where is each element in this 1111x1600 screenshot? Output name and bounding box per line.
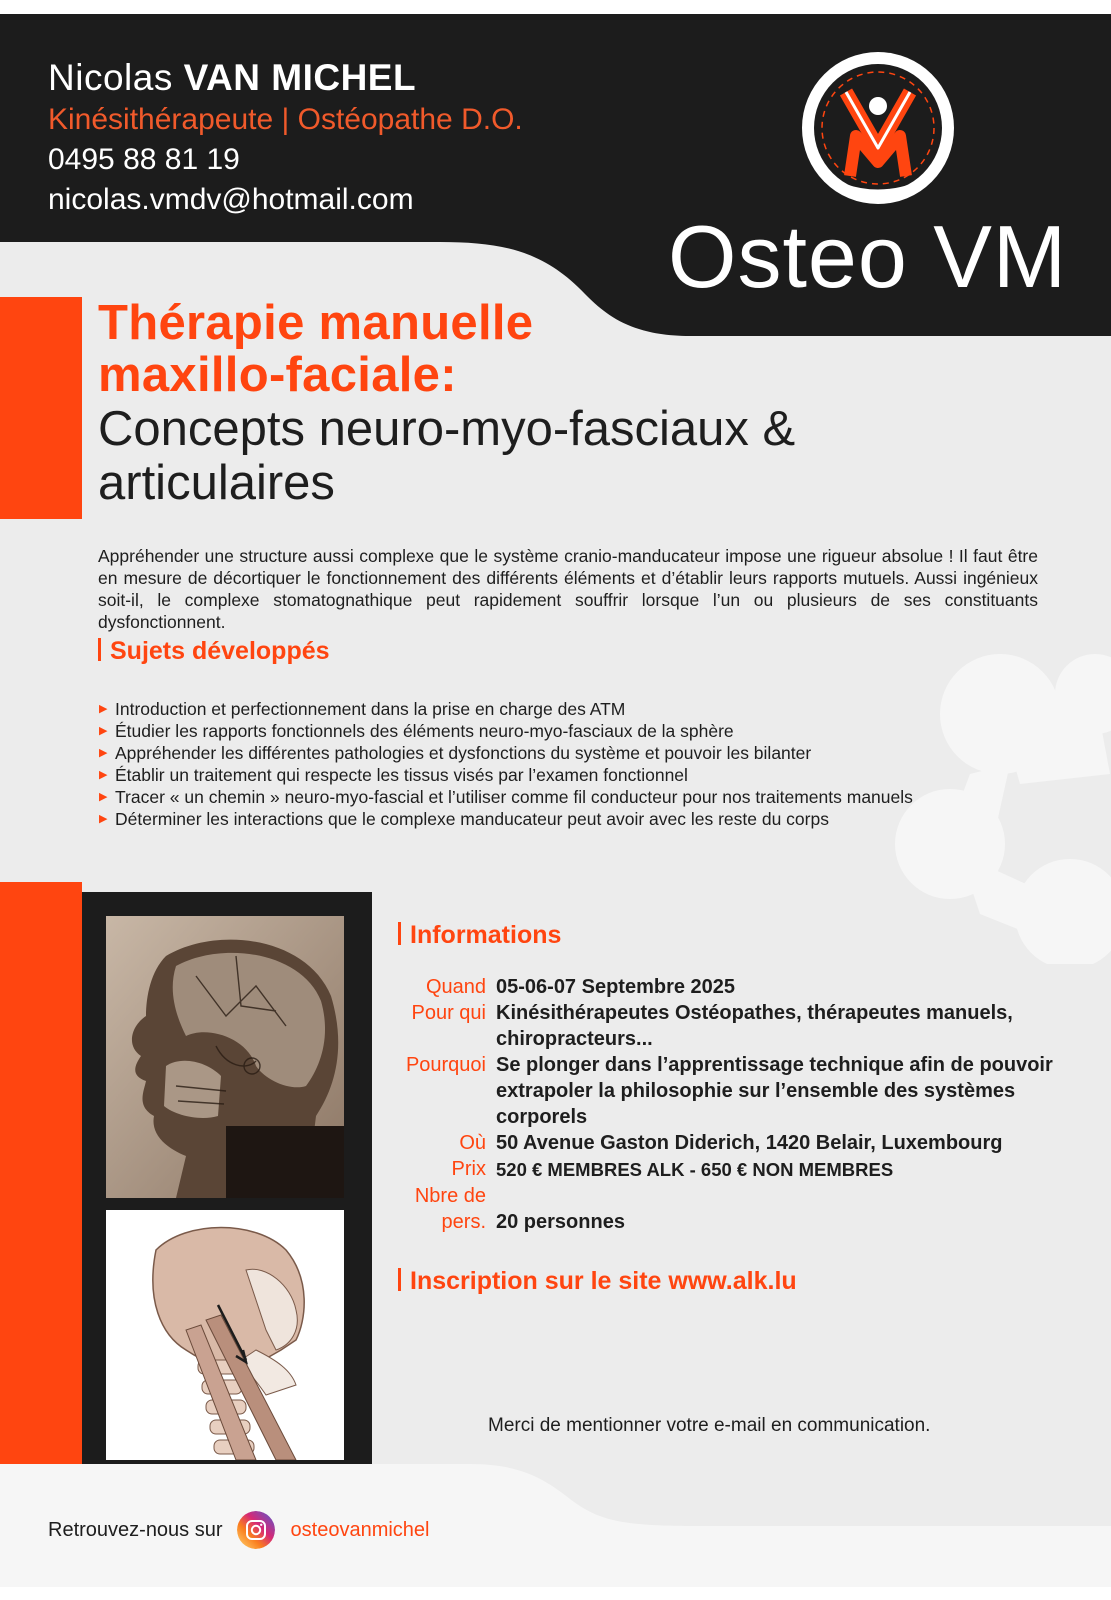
photo-panel xyxy=(82,892,372,1470)
title-line-2: maxillo-faciale: xyxy=(98,348,457,402)
osteo-vm-logo-icon xyxy=(798,48,958,208)
info-row-participants xyxy=(398,1183,1058,1235)
course-title xyxy=(98,297,1088,509)
email-address[interactable]: nicolas.vmdv@hotmail.com xyxy=(48,183,414,216)
info-value: 50 Avenue Gaston Diderich, 1420 Belair, Luxembourg xyxy=(496,1132,1003,1154)
subtitle-line-2: articulaires xyxy=(98,456,335,510)
info-label: Nbre de pers. xyxy=(414,1185,486,1233)
info-table xyxy=(398,974,1058,1235)
registration-heading[interactable]: Inscription sur le site www.alk.lu xyxy=(398,1266,797,1296)
info-row-where xyxy=(398,1130,1058,1156)
instagram-handle[interactable]: osteovanmichel xyxy=(290,1519,430,1541)
info-value: 20 personnes xyxy=(496,1211,625,1233)
info-row-when xyxy=(398,974,1058,1000)
contact-block xyxy=(48,56,523,220)
info-label: Pourquoi xyxy=(405,1054,486,1076)
phone-number[interactable]: 0495 88 81 19 xyxy=(48,143,240,176)
accent-bar-top xyxy=(0,297,82,519)
skull-overlay-photo xyxy=(106,916,344,1198)
subtitle-line-1: Concepts neuro-myo-fasciaux & xyxy=(98,402,796,456)
list-item: ▶ Déterminer les interactions que le complexe manducateur peut avoir avec les reste du corps xyxy=(99,809,829,829)
list-item: ▶ Étudier les rapports fonctionnels des éléments neuro-myo-fasciaux de la sphère xyxy=(99,721,734,741)
info-row-audience xyxy=(398,1000,1058,1052)
info-value: Kinésithérapeutes Ostéopathes, thérapeutes manuels, chiropracteurs... xyxy=(496,1002,1013,1050)
bullet-arrow-icon: ▶ xyxy=(99,725,108,737)
footer xyxy=(48,1511,430,1549)
info-row-price xyxy=(398,1156,1058,1183)
bullet-arrow-icon: ▶ xyxy=(99,769,108,781)
info-value: 520 € MEMBRES ALK - 650 € NON MEMBRES xyxy=(496,1159,894,1180)
footer-label: Retrouvez-nous sur xyxy=(48,1519,223,1541)
info-value: Se plonger dans l’apprentissage technique afin de pouvoir extrapoler la philosophie sur l’ensemble des systèmes corporels xyxy=(496,1054,1053,1128)
list-item: ▶ Tracer « un chemin » neuro-myo-fascial et l’utiliser comme fil conducteur pour nos traitements manuels xyxy=(99,787,913,807)
info-label: Quand xyxy=(425,976,486,998)
bullet-arrow-icon: ▶ xyxy=(99,747,108,759)
bullet-arrow-icon: ▶ xyxy=(99,703,108,715)
list-item: ▶ Introduction et perfectionnement dans la prise en charge des ATM xyxy=(99,699,626,719)
topics-list xyxy=(98,698,1038,830)
info-value: 05-06-07 Septembre 2025 xyxy=(496,976,736,998)
info-label: Pour qui xyxy=(411,1002,486,1024)
practitioner-role: Kinésithérapeute | Ostéopathe D.O. xyxy=(48,103,523,136)
info-row-why xyxy=(398,1052,1058,1130)
list-item: ▶ Appréhender les différentes pathologies et dysfonctions du système et pouvoir les bilanter xyxy=(99,743,812,763)
topics-heading: Sujets développés xyxy=(98,636,330,666)
list-item: ▶ Établir un traitement qui respecte les tissus visés par l’examen fonctionnel xyxy=(99,765,688,785)
bullet-arrow-icon: ▶ xyxy=(99,813,108,825)
neck-muscle-illustration xyxy=(106,1210,344,1460)
info-heading: Informations xyxy=(398,920,561,950)
email-note: Merci de mentionner votre e-mail en communication. xyxy=(488,1415,931,1436)
info-label: Prix xyxy=(451,1158,486,1180)
intro-paragraph: Appréhender une structure aussi complexe que le système cranio-manducateur impose une rigueur absolue ! Il faut être en mesure de décortiquer le fonctionnement des différents éléments et d’établir leurs rapports mutuels. Aussi ingénieux soit-il, le complexe stomatognathique peut rapidement souffrir lorsque l’un ou plusieurs de ses constituants dysfonctionnent. xyxy=(98,546,1038,632)
bullet-arrow-icon: ▶ xyxy=(99,791,108,803)
logo-wordmark: Osteo VM xyxy=(668,207,1068,306)
title-line-1: Thérapie manuelle xyxy=(98,296,534,350)
accent-bar-bottom xyxy=(0,882,82,1470)
info-label: Où xyxy=(459,1132,486,1154)
flyer-sheet xyxy=(0,14,1111,1587)
practitioner-name: Nicolas VAN MICHEL xyxy=(48,57,417,98)
instagram-icon[interactable] xyxy=(237,1511,275,1549)
